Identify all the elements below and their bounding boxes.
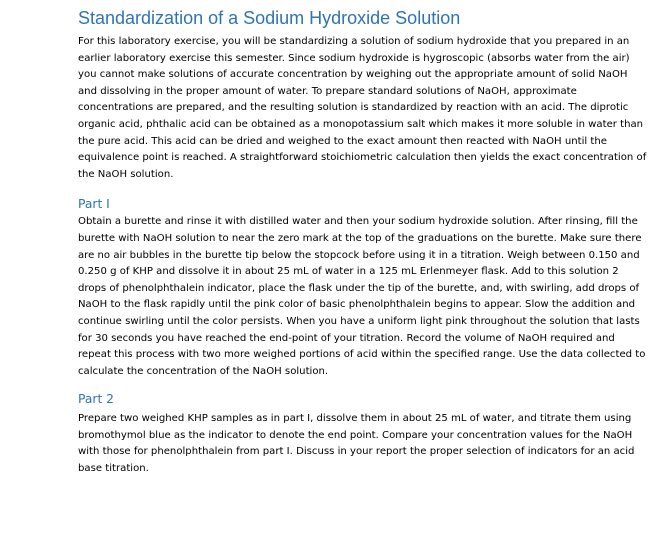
- part2-paragraph: Prepare two weighed KHP samples as in part I, dissolve them in about 25 mL of water, and titrate them using bromothymol blue as the indicator to denote the end point. Compare your concentration values for the NaOH with those for phenolphthalein from part I. Discuss in your report the proper selection of indicators for an acid base titration.: [78, 413, 635, 475]
- intro-paragraph: For this laboratory exercise, you will be standardizing a solution of sodium hydroxide that you prepared in an earlier laboratory exercise this semester. Since sodium hydroxide is hygroscopic (absorbs water from the air) you cannot make solutions of accurate concentration by weighing out the appropriate amount of solid NaOH and dissolving in the proper amount of water. To prepare standard solutions of NaOH, approximate concentrations are prepared, and the resulting solution is standardized by reaction with an acid. The diprotic organic acid, phthalic acid can be obtained as a monopotassium salt which makes it more soluble in water than the pure acid. This acid can be dried and weighed to the exact amount then reacted with NaOH until the equivalence point is reached. A straightforward stoichiometric calculation then yields the exact concentration of the NaOH solution.: [78, 36, 647, 180]
- part1-paragraph: Obtain a burette and rinse it with distilled water and then your sodium hydroxide solution. After rinsing, fill the burette with NaOH solution to near the zero mark at the top of the graduations on the burette. Make sure there are no air bubbles in the burette tip below the stopcock before using it in a titration. Weigh between 0.150 and 0.250 g of KHP and dissolve it in about 25 mL of water in a 125 mL Erlenmeyer flask. Add to this solution 2 drops of phenolphthalein indicator, place the flask under the tip of the burette, and, with swirling, add drops of NaOH to the flask rapidly until the pink color of basic phenolphthalein begins to appear. Slow the addition and continue swirling until the color persists. When you have a uniform light pink throughout the solution that lasts for 30 seconds you have reached the end-point of your titration. Record the volume of NaOH required and repeat this process with two more weighed portions of acid within the specified range. Use the data collected to calculate the concentration of the NaOH solution.: [78, 216, 646, 377]
- part2-heading: Part 2: [78, 392, 115, 407]
- document-page: [78, 0, 648, 478]
- document-title: Standardization of a Sodium Hydroxide Solution: [78, 8, 461, 28]
- part1-heading: Part I: [78, 197, 110, 212]
